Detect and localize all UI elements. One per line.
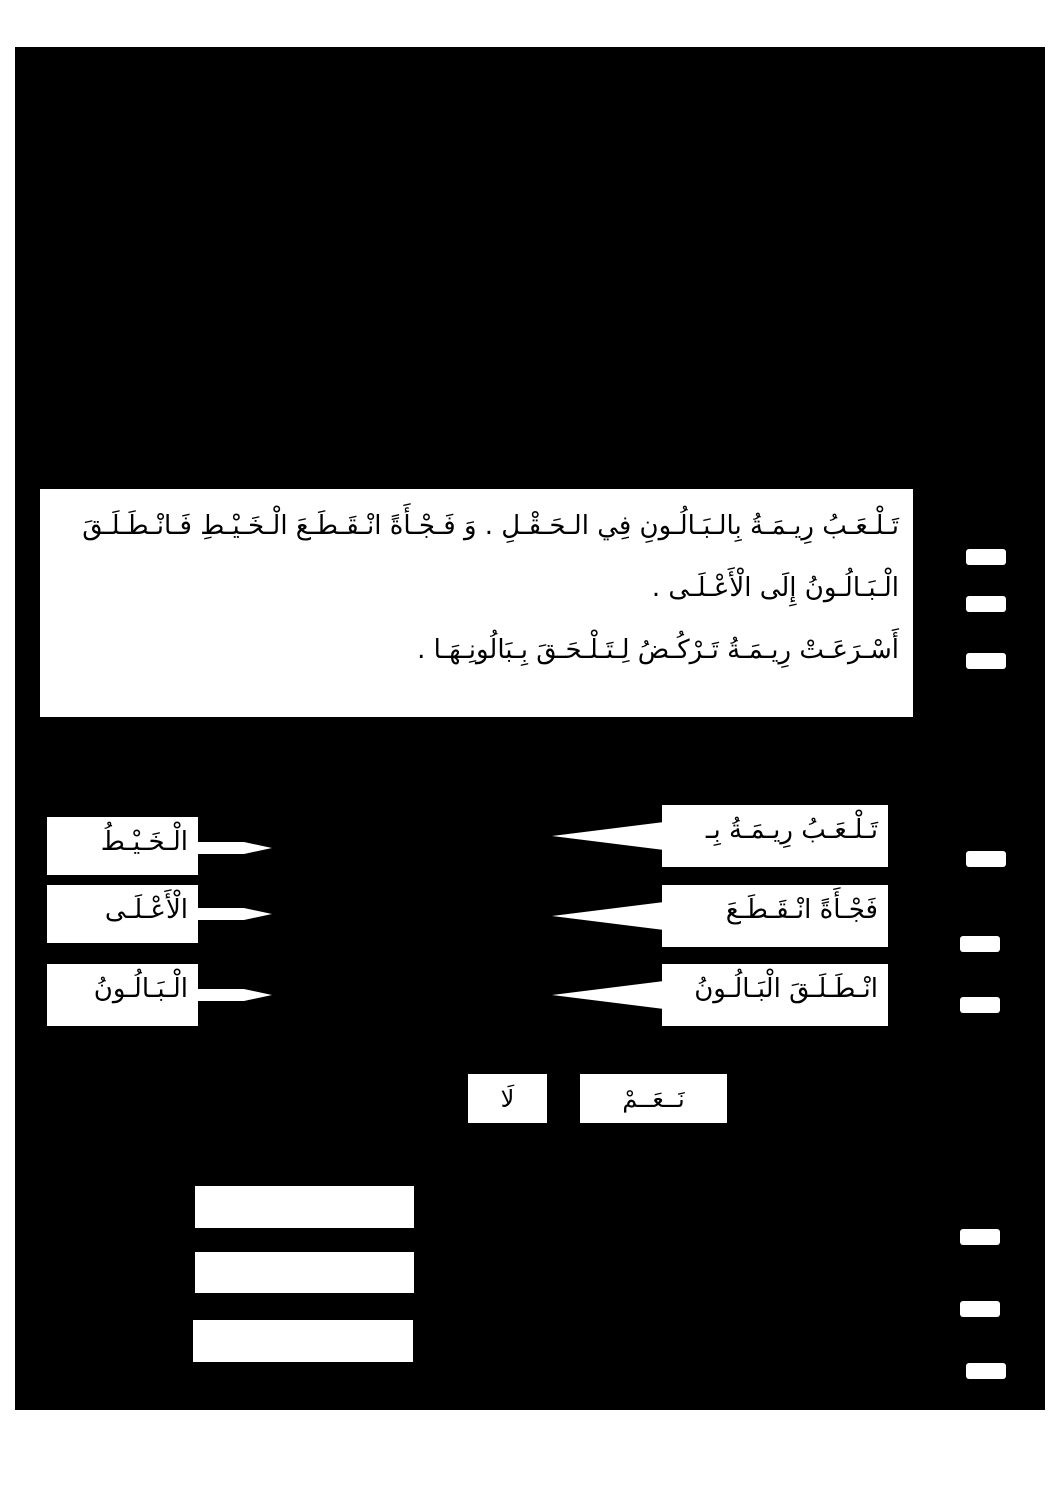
score-tab bbox=[966, 1363, 1006, 1379]
score-tab bbox=[960, 936, 1000, 952]
match-end-2[interactable] bbox=[47, 885, 198, 943]
left-pointer-icon bbox=[552, 977, 664, 1013]
score-tab bbox=[960, 1229, 1000, 1245]
answer-blank-2[interactable] bbox=[195, 1252, 414, 1293]
score-tab bbox=[966, 653, 1006, 669]
passage-line-1: تَـلْـعَـبُ رِيـمَـةُ بِالـبَـالُـونِ فِي الـحَـقْـلِ . وَ فَـجْـأَةً انْـقَـطَـعَ الْـخَـيْـطِ فَـانْـطَـلَـقَ bbox=[82, 511, 899, 541]
passage-line-3: أَسْـرَعَـتْ رِيـمَـةُ تَـرْكُـضُ لِـتَـلْـحَـقَ بِـبَالُونِـهَـا . bbox=[417, 635, 899, 665]
score-tab bbox=[966, 549, 1006, 565]
match-end-3[interactable] bbox=[47, 964, 198, 1026]
match-start-2[interactable] bbox=[662, 885, 888, 947]
right-pointer-icon bbox=[196, 838, 272, 858]
right-pointer-icon bbox=[196, 985, 272, 1005]
match-start-1[interactable] bbox=[662, 805, 888, 867]
reading-passage bbox=[40, 489, 913, 717]
worksheet-background bbox=[15, 47, 1045, 1410]
score-tab bbox=[960, 997, 1000, 1013]
answer-blank-3[interactable] bbox=[193, 1320, 413, 1362]
match-start-2-text: فَجْـأَةً انْـقَـطَـعَ bbox=[725, 895, 878, 925]
answer-blank-1[interactable] bbox=[195, 1186, 414, 1228]
match-start-3-text: انْـطَـلَـقَ الْبَـالُـونُ bbox=[694, 974, 878, 1004]
match-end-2-text: الْأَعْـلَـى bbox=[104, 895, 188, 925]
right-pointer-icon bbox=[196, 904, 272, 924]
score-tab bbox=[966, 851, 1006, 867]
match-end-3-text: الْـبَـالُـونُ bbox=[93, 974, 188, 1004]
left-pointer-icon bbox=[552, 818, 664, 854]
left-pointer-icon bbox=[552, 898, 664, 934]
yes-button[interactable]: نَــعَــمْ bbox=[580, 1074, 727, 1123]
match-end-1[interactable] bbox=[47, 817, 198, 875]
match-start-1-text: تَـلْـعَـبُ رِيـمَـةُ بِـ bbox=[705, 815, 878, 845]
score-tab bbox=[966, 596, 1006, 612]
match-end-1-text: الْـخَـيْـطُ bbox=[100, 827, 188, 857]
score-tab bbox=[960, 1301, 1000, 1317]
passage-line-2: الْـبَـالُـونُ إِلَى الْأَعْـلَـى . bbox=[651, 573, 899, 603]
match-start-3[interactable] bbox=[662, 964, 888, 1026]
no-button[interactable]: لَا bbox=[468, 1074, 547, 1123]
